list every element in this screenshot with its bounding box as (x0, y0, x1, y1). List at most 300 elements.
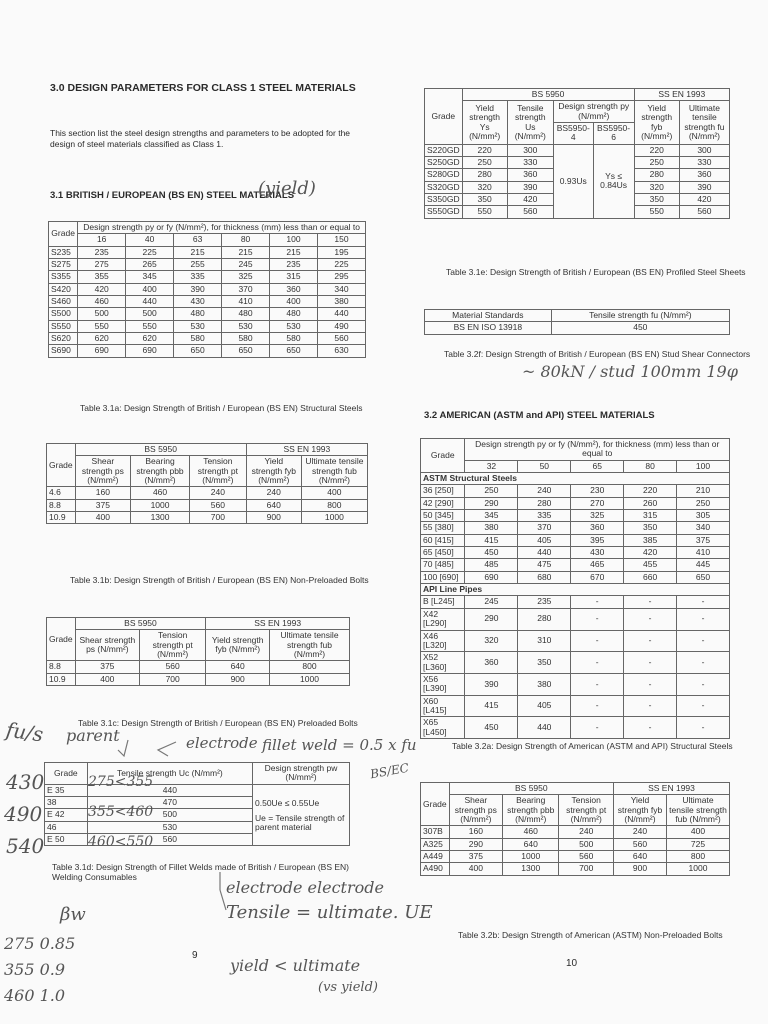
value-cell: 400 (301, 487, 367, 499)
grade-cell: 42 [290] (421, 497, 465, 509)
value-cell: 725 (666, 838, 729, 850)
value-cell: 270 (571, 497, 624, 509)
value-cell: 245 (222, 259, 270, 271)
value-cell: - (677, 596, 730, 608)
value-cell: 900 (246, 512, 301, 524)
value-cell: 400 (75, 512, 131, 524)
value-cell: 375 (75, 499, 131, 511)
handwriting-yield-2: yield < ultimate (230, 956, 361, 975)
ssen-header: SS EN 1993 (206, 618, 350, 630)
value-cell: 700 (140, 673, 206, 685)
column-header: Shear strength ps (N/mm²) (75, 456, 131, 487)
value-cell: 290 (465, 497, 518, 509)
value-cell: 800 (301, 499, 367, 511)
bs5950-header: BS 5950 (462, 89, 634, 101)
grade-cell: 100 [690] (421, 571, 465, 583)
grade-cell: A449 (421, 851, 450, 863)
page-number-right: 10 (566, 958, 578, 969)
grade-cell: X65 [L450] (421, 717, 465, 739)
value-cell: 1000 (503, 851, 559, 863)
value-cell: 620 (78, 333, 126, 345)
value-cell: 550 (462, 206, 507, 218)
column-header: Bearing strength pbb (N/mm²) (131, 456, 190, 487)
value-cell: 350 (634, 194, 679, 206)
value-cell: 500 (559, 838, 614, 850)
value-cell: - (624, 608, 677, 630)
value-cell: 420 (624, 547, 677, 559)
grade-cell: 38 (45, 797, 88, 809)
value-cell: 1000 (270, 673, 350, 685)
value-cell: 400 (449, 863, 502, 875)
value-cell: - (677, 652, 730, 674)
value-cell: 440 (518, 717, 571, 739)
grade-cell: 8.8 (47, 499, 76, 511)
value-cell: 225 (317, 259, 365, 271)
column-header: Shear strength ps (N/mm²) (75, 630, 139, 661)
value-cell: 380 (317, 296, 365, 308)
value-cell: 360 (465, 652, 518, 674)
value-cell: 410 (222, 296, 270, 308)
value-cell: 440 (518, 547, 571, 559)
value-cell: 1300 (131, 512, 190, 524)
grade-cell: 10.9 (47, 512, 76, 524)
value-cell: 560 (559, 851, 614, 863)
handwriting-tensile: Tensile = ultimate. UE (226, 902, 433, 923)
value-cell: 310 (518, 630, 571, 652)
value-cell: 280 (518, 608, 571, 630)
value-cell: 455 (624, 559, 677, 571)
bs5950-header: BS 5950 (75, 618, 206, 630)
grade-cell: S280GD (425, 169, 463, 181)
value-cell: 340 (317, 283, 365, 295)
value-cell: 325 (571, 510, 624, 522)
value-cell: 485 (465, 559, 518, 571)
grade-header: Grade (45, 763, 88, 785)
value-cell: 280 (518, 497, 571, 509)
value-cell: 900 (206, 673, 270, 685)
handwriting-bs: BS/EC (369, 760, 410, 782)
thickness-header: 65 (571, 460, 624, 472)
grade-cell: 55 [380] (421, 522, 465, 534)
value-cell: 1000 (301, 512, 367, 524)
thickness-header: 16 (78, 234, 126, 246)
value-cell: 390 (679, 181, 729, 193)
ssen-header: SS EN 1993 (614, 783, 730, 795)
value-cell: 250 (465, 485, 518, 497)
tensile-cell: 440 (87, 784, 252, 796)
caption-3-2b: Table 3.2b: Design Strength of American (ASTM) Non-Preloaded Bolts (458, 930, 723, 940)
value-cell: 560 (614, 838, 667, 850)
value-cell: 295 (317, 271, 365, 283)
value-cell: 415 (465, 695, 518, 717)
value-cell: 640 (614, 851, 667, 863)
value-cell: 370 (222, 283, 270, 295)
value-cell: - (571, 608, 624, 630)
material-cell: BS EN ISO 13918 (425, 322, 552, 334)
grade-cell: S355 (49, 271, 78, 283)
grade-header: Grade (421, 439, 465, 473)
value-cell: 560 (317, 333, 365, 345)
thickness-header: 80 (624, 460, 677, 472)
handwriting-490: 490 (4, 802, 43, 826)
thickness-header: 150 (317, 234, 365, 246)
grade-header: Grade (49, 222, 78, 247)
value-cell: 380 (465, 522, 518, 534)
value-cell: 395 (571, 534, 624, 546)
value-cell: 235 (270, 259, 318, 271)
value-cell: 560 (507, 206, 553, 218)
value-cell: - (624, 596, 677, 608)
grade-header: Grade (421, 783, 450, 826)
value-cell: 280 (634, 169, 679, 181)
value-cell: 450 (465, 547, 518, 559)
value-cell: 550 (126, 320, 174, 332)
group-astm: ASTM Structural Steels (421, 473, 730, 485)
tensile-cell: 470 (87, 797, 252, 809)
value-cell: 1300 (503, 863, 559, 875)
value-cell: 335 (174, 271, 222, 283)
value-cell: 250 (677, 497, 730, 509)
thickness-header: 100 (677, 460, 730, 472)
bs5950-4-value: 0.93Us (553, 144, 593, 218)
value-cell: 220 (462, 144, 507, 156)
grade-header: Grade (47, 618, 76, 661)
value-cell: 330 (679, 157, 729, 169)
tensile-cell: 560 (87, 834, 252, 846)
value-cell: 350 (462, 194, 507, 206)
value-cell: 400 (666, 826, 729, 838)
value-cell: - (624, 630, 677, 652)
ultimate-header: Ultimate tensile strength fu (N/mm²) (679, 101, 729, 144)
grade-cell: S420 (49, 283, 78, 295)
value-cell: 650 (174, 345, 222, 357)
value-cell: 420 (679, 194, 729, 206)
handwriting-430: 430 (6, 770, 45, 794)
value-cell: - (677, 608, 730, 630)
grade-cell: 65 [450] (421, 547, 465, 559)
column-header: Yield strength fyb (N/mm²) (614, 795, 667, 826)
value-cell: 650 (677, 571, 730, 583)
value-cell: 680 (518, 571, 571, 583)
value-cell: 215 (270, 246, 318, 258)
value-cell: 620 (126, 333, 174, 345)
value-cell: 460 (503, 826, 559, 838)
handwriting-row3: 460 1.0 (4, 986, 66, 1005)
value-cell: 690 (126, 345, 174, 357)
handwriting-540: 540 (6, 834, 45, 858)
column-header: Ultimate tensile strength fub (N/mm²) (666, 795, 729, 826)
grade-cell: S550 (49, 320, 78, 332)
grade-cell: E 50 (45, 834, 88, 846)
value-cell: 405 (518, 534, 571, 546)
value-cell: 670 (571, 571, 624, 583)
grade-header: Grade (47, 444, 76, 487)
value-cell: 215 (222, 246, 270, 258)
handwriting-row2: 355 0.9 (4, 960, 66, 979)
bs5950-header: BS 5950 (449, 783, 613, 795)
value-cell: 700 (189, 512, 246, 524)
tensile-header: Tensile strength Uc (N/mm²) (87, 763, 252, 785)
handwriting-grade3: 460<550 (88, 834, 154, 850)
value-cell: - (571, 717, 624, 739)
value-cell: 360 (270, 283, 318, 295)
handwriting-fillet: fillet weld = 0.5 x fu (262, 736, 417, 754)
value-cell: 430 (174, 296, 222, 308)
value-cell: 450 (465, 717, 518, 739)
ssen-header: SS EN 1993 (634, 89, 729, 101)
value-cell: 220 (624, 485, 677, 497)
value-cell: 390 (507, 181, 553, 193)
value-cell: 350 (518, 652, 571, 674)
value-cell: - (571, 695, 624, 717)
value-cell: 330 (507, 157, 553, 169)
grade-cell: A325 (421, 838, 450, 850)
value-cell: 580 (222, 333, 270, 345)
grade-cell: A490 (421, 863, 450, 875)
value-cell: - (571, 673, 624, 695)
span-header: Design strength py or fy (N/mm²), for thickness (mm) less than or equal to (465, 439, 730, 461)
tensile-cell: 530 (87, 821, 252, 833)
value-cell: 440 (317, 308, 365, 320)
caption-3-2a: Table 3.2a: Design Strength of American (ASTM and API) Structural Steels (452, 741, 733, 751)
handwriting-grade2: 355<460 (88, 804, 154, 820)
ssen-header: SS EN 1993 (246, 444, 367, 456)
value-cell: 350 (624, 522, 677, 534)
value-cell: 530 (174, 320, 222, 332)
design-header: Design strength pw (N/mm²) (253, 763, 350, 785)
thickness-header: 63 (174, 234, 222, 246)
section-title: 3.0 DESIGN PARAMETERS FOR CLASS 1 STEEL MATERIALS (50, 82, 356, 94)
bs5950-6-value: Ys ≤ 0.84Us (593, 144, 634, 218)
tensile-cell: 500 (87, 809, 252, 821)
value-cell: 300 (507, 144, 553, 156)
value-cell: 360 (571, 522, 624, 534)
value-cell: 375 (449, 851, 502, 863)
page-number-left: 9 (192, 950, 198, 961)
grade-cell: S220GD (425, 144, 463, 156)
value-cell: 560 (189, 499, 246, 511)
value-cell: 1000 (666, 863, 729, 875)
handwriting-electrode: electrode (186, 734, 258, 752)
column-header: Tension strength pt (N/mm²) (140, 630, 206, 661)
value-cell: 375 (75, 661, 139, 673)
value-cell: 250 (634, 157, 679, 169)
value-cell: 460 (131, 487, 190, 499)
value-cell: 265 (126, 259, 174, 271)
grade-cell: 4.6 (47, 487, 76, 499)
value-cell: 500 (78, 308, 126, 320)
column-header: Yield strength fyb (N/mm²) (206, 630, 270, 661)
value-cell: 415 (465, 534, 518, 546)
value-cell: 475 (518, 559, 571, 571)
value-cell: 260 (624, 497, 677, 509)
subsection-3-2: 3.2 AMERICAN (ASTM and API) STEEL MATERIALS (424, 410, 655, 421)
value-cell: 460 (78, 296, 126, 308)
grade-cell: S250GD (425, 157, 463, 169)
value-cell: 315 (624, 510, 677, 522)
column-header: Yield strength fyb (N/mm²) (246, 456, 301, 487)
value-cell: 345 (465, 510, 518, 522)
value-cell: 690 (465, 571, 518, 583)
value-cell: 550 (634, 206, 679, 218)
tensile-cell: 450 (551, 322, 729, 334)
value-cell: 650 (222, 345, 270, 357)
grade-cell: S500 (49, 308, 78, 320)
value-cell: 660 (624, 571, 677, 583)
value-cell: 360 (679, 169, 729, 181)
yield-header: Yield strength Ys (N/mm²) (462, 101, 507, 144)
value-cell: 360 (507, 169, 553, 181)
thickness-header: 50 (518, 460, 571, 472)
value-cell: 530 (222, 320, 270, 332)
value-cell: - (624, 695, 677, 717)
arrow-icon (158, 742, 176, 756)
value-cell: - (571, 652, 624, 674)
handwriting-yield: (yield) (258, 178, 316, 199)
design-header: Design strength py (N/mm²) (553, 101, 634, 123)
value-cell: 340 (677, 522, 730, 534)
bs5950-header: BS 5950 (75, 444, 246, 456)
tensile-header: Tensile strength fu (N/mm²) (551, 310, 729, 322)
value-cell: 220 (634, 144, 679, 156)
caption-3-1c: Table 3.1c: Design Strength of British / European (BS EN) Preloaded Bolts (78, 718, 358, 728)
value-cell: - (624, 673, 677, 695)
grade-cell: S275 (49, 259, 78, 271)
value-cell: 385 (624, 534, 677, 546)
value-cell: - (624, 717, 677, 739)
caption-3-1a: Table 3.1a: Design Strength of British / European (BS EN) Structural Steels (80, 403, 363, 413)
value-cell: 230 (571, 485, 624, 497)
value-cell: 240 (246, 487, 301, 499)
value-cell: 160 (449, 826, 502, 838)
value-cell: 440 (126, 296, 174, 308)
bs5950-6-header: BS5950-6 (593, 123, 634, 145)
value-cell: 900 (614, 863, 667, 875)
grade-cell: X52 [L360] (421, 652, 465, 674)
value-cell: 290 (465, 608, 518, 630)
value-cell: 420 (507, 194, 553, 206)
value-cell: 245 (465, 596, 518, 608)
value-cell: 335 (518, 510, 571, 522)
value-cell: 1000 (131, 499, 190, 511)
grade-cell: S350GD (425, 194, 463, 206)
value-cell: 400 (75, 673, 139, 685)
value-cell: 800 (666, 851, 729, 863)
value-cell: 380 (518, 673, 571, 695)
value-cell: 320 (465, 630, 518, 652)
grade-cell: S550GD (425, 206, 463, 218)
value-cell: 500 (126, 308, 174, 320)
value-cell: 400 (126, 283, 174, 295)
value-cell: 640 (206, 661, 270, 673)
grade-cell: 70 [485] (421, 559, 465, 571)
value-cell: 630 (317, 345, 365, 357)
value-cell: 465 (571, 559, 624, 571)
value-cell: 400 (270, 296, 318, 308)
value-cell: 650 (270, 345, 318, 357)
value-cell: - (677, 717, 730, 739)
value-cell: 530 (270, 320, 318, 332)
value-cell: 240 (189, 487, 246, 499)
value-cell: 800 (270, 661, 350, 673)
value-cell: 390 (174, 283, 222, 295)
handwriting-bw: βw (60, 904, 86, 925)
value-cell: - (571, 596, 624, 608)
design-note-2: Ue = Tensile strength of parent material (255, 813, 345, 833)
intro-text: This section list the steel design strengths and parameters to be adopted for the design of steel materials classified as Class 1. (50, 128, 351, 149)
grade-cell: S690 (49, 345, 78, 357)
value-cell: 375 (677, 534, 730, 546)
tensile-header: Tensile strength Us (N/mm²) (507, 101, 553, 144)
material-standards-header: Material Standards (425, 310, 552, 322)
value-cell: 640 (503, 838, 559, 850)
column-header: Ultimate tensile strength fub (N/mm²) (270, 630, 350, 661)
value-cell: 255 (174, 259, 222, 271)
arrow-icon (118, 740, 128, 756)
value-cell: 640 (246, 499, 301, 511)
value-cell: 700 (559, 863, 614, 875)
value-cell: 370 (518, 522, 571, 534)
grade-cell: X56 [L390] (421, 673, 465, 695)
line-stroke (220, 890, 226, 910)
value-cell: 355 (78, 271, 126, 283)
grade-cell: 46 (45, 821, 88, 833)
value-cell: 210 (677, 485, 730, 497)
column-header: Tension strength pt (N/mm²) (559, 795, 614, 826)
grade-cell: 60 [415] (421, 534, 465, 546)
value-cell: 215 (174, 246, 222, 258)
grade-cell: X42 [L290] (421, 608, 465, 630)
grade-cell: X60 [L415] (421, 695, 465, 717)
value-cell: 550 (78, 320, 126, 332)
caption-3-2f: Table 3.2f: Design Strength of British / European (BS EN) Stud Shear Connectors (444, 349, 751, 359)
grade-cell: S460 (49, 296, 78, 308)
caption-3-1b: Table 3.1b: Design Strength of British / European (BS EN) Non-Preloaded Bolts (70, 575, 369, 585)
value-cell: 240 (559, 826, 614, 838)
value-cell: 480 (270, 308, 318, 320)
thickness-header: 100 (270, 234, 318, 246)
value-cell: 235 (518, 596, 571, 608)
value-cell: 480 (174, 308, 222, 320)
handwriting-vs: (vs yield) (318, 980, 378, 995)
value-cell: 410 (677, 547, 730, 559)
grade-cell: S235 (49, 246, 78, 258)
span-header: Design strength py or fy (N/mm²), for thickness (mm) less than or equal to (78, 222, 366, 234)
grade-cell: E 35 (45, 784, 88, 796)
caption-3-1e: Table 3.1e: Design Strength of British / European (BS EN) Profiled Steel Sheets (446, 267, 746, 277)
thickness-header: 80 (222, 234, 270, 246)
column-header: Shear strength ps (N/mm²) (449, 795, 502, 826)
value-cell: 275 (78, 259, 126, 271)
group-api: API Line Pipes (421, 584, 730, 596)
grade-cell: 10.9 (47, 673, 76, 685)
value-cell: 235 (78, 246, 126, 258)
value-cell: 690 (78, 345, 126, 357)
grade-cell: 8.8 (47, 661, 76, 673)
yield-fyb-header: Yield strength fyb (N/mm²) (634, 101, 679, 144)
column-header: Tension strength pt (N/mm²) (189, 456, 246, 487)
thickness-header: 32 (465, 460, 518, 472)
handwriting-electrode-2: electrode electrode (226, 878, 384, 897)
value-cell: - (677, 695, 730, 717)
value-cell: 490 (317, 320, 365, 332)
value-cell: 390 (465, 673, 518, 695)
value-cell: 160 (75, 487, 131, 499)
handwriting-row1: 275 0.85 (4, 934, 76, 953)
value-cell: 405 (518, 695, 571, 717)
value-cell: 325 (222, 271, 270, 283)
grade-cell: E 42 (45, 809, 88, 821)
